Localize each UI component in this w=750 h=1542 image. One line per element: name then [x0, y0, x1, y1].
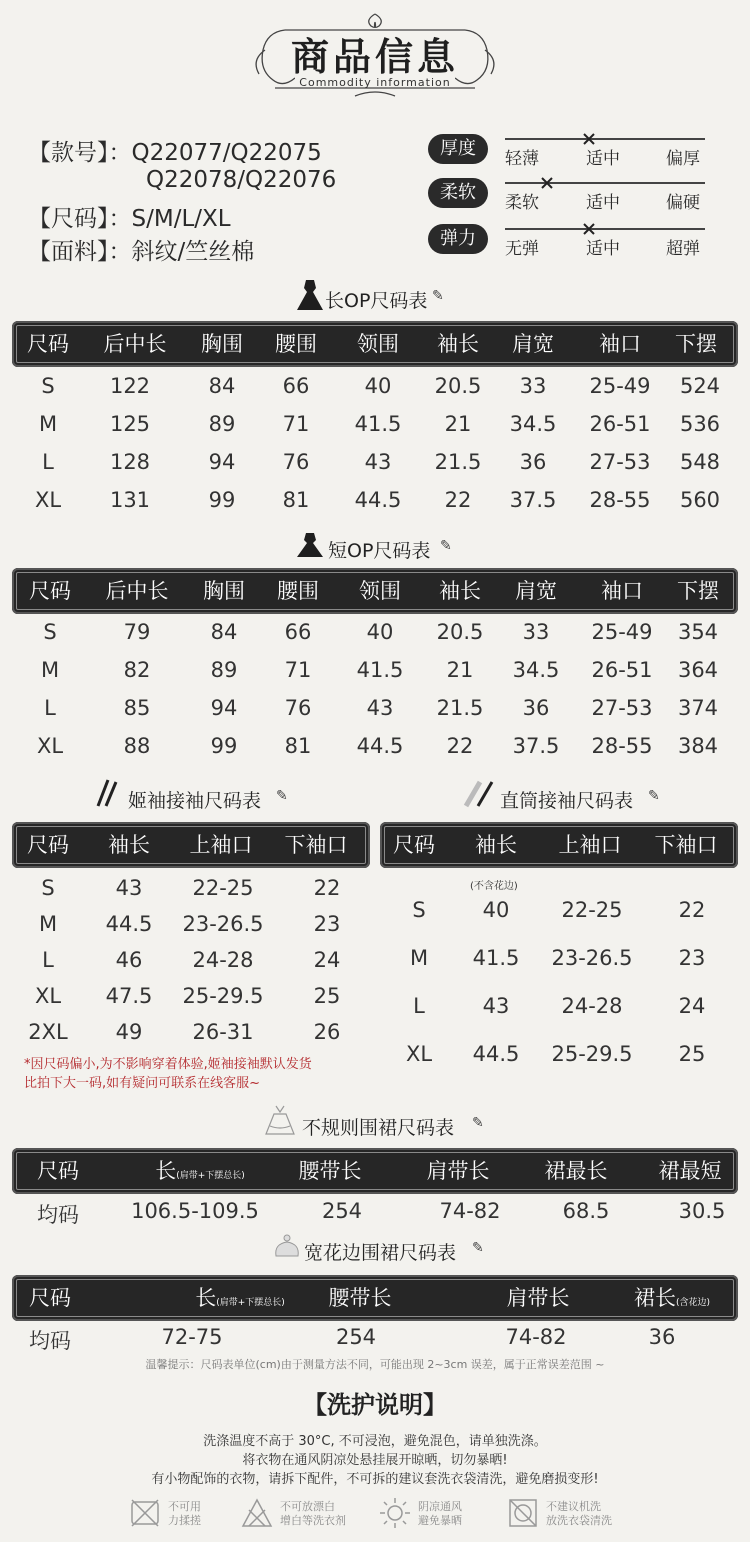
sleeve-note-line-1: *因尺码偏小,为不影响穿着体验,姬袖接袖默认发货	[24, 1057, 312, 1072]
table-cell: 49	[115, 1020, 143, 1044]
table-cell: 89	[210, 658, 238, 682]
attr-label-left: 轻薄	[505, 149, 539, 169]
table-cell: 25-29.5	[551, 1042, 633, 1066]
sparkle-icon: ✎	[648, 788, 660, 804]
table-cell: 40	[364, 374, 392, 398]
table-cell: 36	[519, 450, 547, 474]
table-cell: 85	[123, 696, 151, 720]
table-cell: 24	[678, 994, 706, 1018]
table-cell: 23	[678, 946, 706, 970]
care-item-label	[280, 1500, 346, 1528]
table-cell: 27-53	[591, 696, 653, 720]
table-cell: 43	[482, 994, 510, 1018]
short-op-header-3: 腰围	[277, 579, 319, 603]
straight-sleeve-title: 直筒接袖尺码表	[500, 790, 634, 812]
table-cell: S	[41, 876, 55, 900]
table-cell: 36	[522, 696, 550, 720]
attr-scale-line	[505, 182, 705, 184]
sparkle-icon: ✎	[432, 288, 444, 304]
table-cell: 27-53	[589, 450, 651, 474]
irregular-apron-cell: 30.5	[678, 1199, 726, 1223]
irregular-apron-h-length-note: (肩带+下摆总长)	[176, 1171, 245, 1181]
short-op-title: 短OP尺码表	[328, 540, 431, 562]
table-cell: L	[44, 696, 56, 720]
attr-badge-2: 弹力	[428, 224, 488, 254]
wide-lace-apron-h-size: 尺码	[29, 1286, 71, 1310]
table-cell: M	[409, 946, 429, 970]
table-cell: 79	[123, 620, 151, 644]
table-cell: 22	[678, 898, 706, 922]
wide-lace-apron-h-length	[195, 1275, 285, 1321]
irregular-apron-h-length	[155, 1148, 245, 1194]
princess-sleeve-header-0: 尺码	[27, 833, 69, 857]
table-row	[380, 1042, 706, 1066]
straight-sleeve-subnote: (不含花边)	[470, 881, 518, 892]
table-cell: 22	[446, 734, 474, 758]
table-cell: 71	[282, 412, 310, 436]
table-cell: 41.5	[472, 946, 520, 970]
long-op-header-8: 下摆	[675, 332, 717, 356]
care-item-label-1: 不可用	[168, 1500, 201, 1513]
table-cell: 44.5	[105, 912, 153, 936]
irregular-apron-cell: 68.5	[562, 1199, 610, 1223]
care-item-label-2: 避免暴晒	[418, 1514, 462, 1527]
table-cell: 82	[123, 658, 151, 682]
princess-sleeve-header-1: 袖长	[108, 833, 150, 857]
table-cell: 66	[282, 374, 310, 398]
table-cell: 22	[444, 488, 472, 512]
attr-badge-1: 柔软	[428, 178, 488, 208]
no-bleach-icon	[240, 1496, 274, 1530]
long-op-header-3: 腰围	[275, 332, 317, 356]
attr-label-mid: 适中	[586, 239, 620, 259]
table-cell: 33	[519, 374, 547, 398]
wide-lace-apron-cell: 均码	[29, 1329, 71, 1353]
table-row	[380, 946, 706, 970]
table-cell: 99	[208, 488, 236, 512]
attr-label-right: 偏厚	[666, 149, 700, 169]
table-cell: 44.5	[356, 734, 404, 758]
attr-label-left: 柔软	[505, 193, 539, 213]
care-item-label-1: 不可放漂白	[280, 1500, 335, 1513]
irregular-apron-h-max: 裙最长	[544, 1159, 608, 1183]
straight-sleeve-header-bar	[380, 822, 738, 868]
table-cell: 22-25	[561, 898, 623, 922]
table-cell: 524	[679, 374, 721, 398]
table-cell: M	[38, 912, 58, 936]
wide-lace-apron-cell: 36	[648, 1325, 676, 1349]
table-cell: 26-51	[591, 658, 653, 682]
wide-lace-apron-header-bar	[12, 1275, 738, 1321]
wide-lace-apron-h-length-text: 长	[195, 1286, 217, 1310]
table-cell: 28-55	[589, 488, 651, 512]
wide-lace-apron-h-waist: 腰带长	[328, 1286, 392, 1310]
fabric-row	[28, 233, 254, 266]
fabric-label: 【面料】：	[28, 239, 132, 265]
size-label: 【尺码】：	[28, 206, 132, 232]
table-row	[12, 450, 721, 474]
table-cell: 21	[446, 658, 474, 682]
bar-ornament-left-icon	[16, 1164, 30, 1178]
table-cell: 84	[210, 620, 238, 644]
care-line-3: 有小物配饰的衣物，请拆下配件，不可拆的建议套洗衣袋清洗，避免磨损变形!	[151, 1472, 599, 1487]
table-cell: 24	[313, 948, 341, 972]
model-row	[28, 134, 322, 167]
table-cell: 43	[366, 696, 394, 720]
page-title: 商品信息	[290, 35, 459, 79]
no-machine-wash-icon	[506, 1496, 540, 1530]
table-cell: 33	[522, 620, 550, 644]
table-cell: 34.5	[509, 412, 557, 436]
table-cell: 26	[313, 1020, 341, 1044]
table-cell: XL	[34, 488, 62, 512]
table-cell: 71	[284, 658, 312, 682]
table-cell: 21	[444, 412, 472, 436]
table-cell: 122	[109, 374, 151, 398]
long-op-header-bar	[12, 321, 738, 367]
table-cell: 21.5	[434, 450, 482, 474]
care-line-2: 将衣物在通风阴凉处悬挂展开晾晒，切勿暴晒!	[242, 1453, 508, 1468]
table-row	[12, 374, 721, 398]
table-row	[380, 994, 706, 1018]
table-cell: 76	[282, 450, 310, 474]
table-cell: XL	[36, 734, 64, 758]
care-item-label-1: 不建议机洗	[546, 1500, 601, 1513]
irregular-apron-title: 不规则围裙尺码表	[302, 1117, 455, 1139]
table-cell: 25-49	[591, 620, 653, 644]
table-cell: 128	[109, 450, 151, 474]
table-cell: L	[42, 450, 54, 474]
sparkle-icon: ✎	[472, 1115, 484, 1131]
model-value-1: Q22077/Q22075	[131, 140, 322, 166]
princess-sleeve-icon	[92, 778, 124, 808]
lace-apron-icon	[270, 1232, 304, 1260]
short-dress-icon	[296, 531, 324, 561]
wide-lace-apron-h-length-note: (肩带+下摆总长)	[216, 1298, 285, 1308]
model-value-2: Q22078/Q22076	[146, 167, 337, 193]
wide-lace-apron-h-shoulder: 肩带长	[506, 1286, 570, 1310]
table-cell: 23-26.5	[182, 912, 264, 936]
irregular-apron-h-length-text: 长	[155, 1159, 177, 1183]
table-cell: 22	[313, 876, 341, 900]
irregular-apron-cell: 74-82	[439, 1199, 501, 1223]
short-op-header-7: 袖口	[601, 579, 643, 603]
table-cell: 84	[208, 374, 236, 398]
table-cell: 81	[284, 734, 312, 758]
table-row	[12, 1020, 341, 1044]
princess-sleeve-title: 姬袖接袖尺码表	[128, 790, 262, 812]
care-item-label-1: 阴凉通风	[418, 1500, 462, 1513]
table-row	[12, 696, 719, 720]
irregular-apron-cell: 均码	[37, 1203, 79, 1227]
care-item-label	[546, 1500, 612, 1528]
table-cell: 76	[284, 696, 312, 720]
table-cell: 40	[482, 898, 510, 922]
table-cell: 23	[313, 912, 341, 936]
table-cell: 131	[109, 488, 151, 512]
short-op-header-0: 尺码	[29, 579, 71, 603]
wide-lace-apron-cell: 72-75	[161, 1325, 223, 1349]
attr-label-mid: 适中	[586, 193, 620, 213]
straight-sleeve-header-3: 下袖口	[654, 833, 718, 857]
straight-sleeve-header-1: 袖长	[475, 833, 517, 857]
no-wring-icon	[128, 1496, 162, 1530]
irregular-apron-h-min: 裙最短	[658, 1159, 722, 1183]
care-item-label-2: 力揉搓	[168, 1514, 201, 1527]
table-cell: 2XL	[28, 1020, 68, 1044]
table-cell: 94	[210, 696, 238, 720]
sleeve-note-line-2: 比拍下大一码,如有疑问可联系在线客服~	[24, 1076, 261, 1091]
table-cell: 40	[366, 620, 394, 644]
long-op-header-4: 领围	[357, 332, 399, 356]
table-cell: M	[40, 658, 60, 682]
table-cell: 354	[677, 620, 719, 644]
table-cell: 548	[679, 450, 721, 474]
princess-sleeve-header-bar	[12, 822, 370, 868]
long-op-header-6: 肩宽	[512, 332, 554, 356]
table-row	[12, 734, 719, 758]
table-cell: 41.5	[354, 412, 402, 436]
table-cell: 34.5	[512, 658, 560, 682]
table-cell: L	[413, 994, 425, 1018]
table-cell: M	[38, 412, 58, 436]
irregular-apron-cell: 254	[321, 1199, 363, 1223]
table-cell: 26-31	[192, 1020, 254, 1044]
table-cell: 25	[313, 984, 341, 1008]
table-cell: 25	[678, 1042, 706, 1066]
irregular-apron-h-shoulder: 肩带长	[426, 1159, 490, 1183]
table-cell: 536	[679, 412, 721, 436]
long-op-header-0: 尺码	[27, 332, 69, 356]
fabric-value: 斜纹/竺丝棉	[131, 239, 255, 265]
irregular-apron-h-waist: 腰带长	[298, 1159, 362, 1183]
table-cell: 26-51	[589, 412, 651, 436]
apron-icon	[262, 1104, 298, 1138]
long-op-title: 长OP尺码表	[325, 290, 428, 312]
table-row	[12, 658, 719, 682]
irregular-apron-cell: 106.5-109.5	[131, 1199, 259, 1223]
table-cell: 43	[115, 876, 143, 900]
size-row	[28, 200, 231, 233]
long-op-header-5: 袖长	[437, 332, 479, 356]
attr-label-left: 无弹	[505, 239, 539, 259]
sparkle-icon: ✎	[440, 538, 452, 554]
table-cell: S	[43, 620, 57, 644]
table-cell: XL	[34, 984, 62, 1008]
table-cell: 24-28	[192, 948, 254, 972]
care-item-label-2: 放洗衣袋清洗	[546, 1514, 612, 1527]
measure-tip: 温馨提示：尺码表单位(cm)由于测量方法不同，可能出现 2~3cm 误差，属于正常误差范围 ~	[145, 1358, 605, 1371]
table-row	[12, 620, 719, 644]
table-cell: 47.5	[105, 984, 153, 1008]
page-subtitle: Commodity information	[299, 76, 451, 89]
table-cell: 89	[208, 412, 236, 436]
princess-sleeve-header-3: 下袖口	[284, 833, 348, 857]
table-cell: 374	[677, 696, 719, 720]
long-dress-icon	[296, 278, 324, 312]
table-cell: 44.5	[354, 488, 402, 512]
irregular-apron-h-size: 尺码	[37, 1159, 79, 1183]
table-cell: 21.5	[436, 696, 484, 720]
long-op-header-7: 袖口	[599, 332, 641, 356]
short-op-header-6: 肩宽	[515, 579, 557, 603]
wide-lace-apron-cell: 74-82	[505, 1325, 567, 1349]
short-op-header-8: 下摆	[677, 579, 719, 603]
table-cell: 43	[364, 450, 392, 474]
size-value: S/M/L/XL	[131, 206, 231, 232]
table-cell: S	[412, 898, 426, 922]
table-row	[12, 984, 341, 1008]
wide-lace-apron-h-skirt	[634, 1275, 710, 1321]
table-row	[12, 948, 341, 972]
attr-label-right: 超弹	[666, 239, 700, 259]
table-cell: 25-29.5	[182, 984, 264, 1008]
wide-lace-apron-title: 宽花边围裙尺码表	[304, 1242, 457, 1264]
table-cell: 23-26.5	[551, 946, 633, 970]
table-cell: 94	[208, 450, 236, 474]
wide-lace-apron-h-skirt-note: (含花边)	[675, 1298, 711, 1308]
attr-scale-line	[505, 228, 705, 230]
table-cell: 20.5	[436, 620, 484, 644]
table-cell: L	[42, 948, 54, 972]
table-cell: 66	[284, 620, 312, 644]
attr-label-right: 偏硬	[666, 193, 700, 213]
table-cell: 28-55	[591, 734, 653, 758]
table-cell: 37.5	[509, 488, 557, 512]
attr-badge-0: 厚度	[428, 134, 488, 164]
short-op-header-bar	[12, 568, 738, 614]
straight-sleeve-icon	[458, 778, 498, 808]
table-row	[12, 876, 341, 900]
table-cell: 24-28	[561, 994, 623, 1018]
table-cell: 41.5	[356, 658, 404, 682]
short-op-header-2: 胸围	[203, 579, 245, 603]
table-cell: S	[41, 374, 55, 398]
care-item-label	[418, 1500, 462, 1528]
table-cell: 364	[677, 658, 719, 682]
sparkle-icon: ✎	[276, 788, 288, 804]
table-cell: 81	[282, 488, 310, 512]
care-line-1: 洗涤温度不高于 30°C, 不可浸泡，避免混色，请单独洗涤。	[203, 1434, 547, 1449]
table-cell: 88	[123, 734, 151, 758]
table-cell: 44.5	[472, 1042, 520, 1066]
care-title: 【洗护说明】	[303, 1391, 447, 1419]
irregular-apron-header-bar	[12, 1148, 738, 1194]
shade-dry-icon	[378, 1496, 412, 1530]
sparkle-icon: ✎	[472, 1240, 484, 1256]
wide-lace-apron-cell: 254	[335, 1325, 377, 1349]
short-op-header-4: 领围	[359, 579, 401, 603]
attr-level-marker-icon	[540, 176, 554, 190]
princess-sleeve-header-2: 上袖口	[189, 833, 253, 857]
table-row	[380, 898, 706, 922]
table-cell: 37.5	[512, 734, 560, 758]
table-row	[12, 488, 721, 512]
wide-lace-apron-h-skirt-text: 裙长	[633, 1286, 676, 1310]
table-row	[12, 912, 341, 936]
long-op-header-2: 胸围	[201, 332, 243, 356]
table-cell: 20.5	[434, 374, 482, 398]
table-cell: 22-25	[192, 876, 254, 900]
attr-label-mid: 适中	[586, 149, 620, 169]
table-cell: 384	[677, 734, 719, 758]
care-item-label-2: 增白等洗衣剂	[280, 1514, 346, 1527]
model-label: 【款号】：	[28, 140, 132, 166]
table-cell: 25-49	[589, 374, 651, 398]
short-op-header-5: 袖长	[439, 579, 481, 603]
straight-sleeve-header-0: 尺码	[393, 833, 435, 857]
long-op-header-1: 后中长	[103, 332, 167, 356]
attr-scale-line	[505, 138, 705, 140]
table-row	[12, 412, 721, 436]
care-item-label	[168, 1500, 201, 1528]
straight-sleeve-header-2: 上袖口	[558, 833, 622, 857]
table-cell: 125	[109, 412, 151, 436]
table-cell: 560	[679, 488, 721, 512]
table-cell: XL	[405, 1042, 433, 1066]
table-cell: 46	[115, 948, 143, 972]
short-op-header-1: 后中长	[105, 579, 169, 603]
table-cell: 99	[210, 734, 238, 758]
